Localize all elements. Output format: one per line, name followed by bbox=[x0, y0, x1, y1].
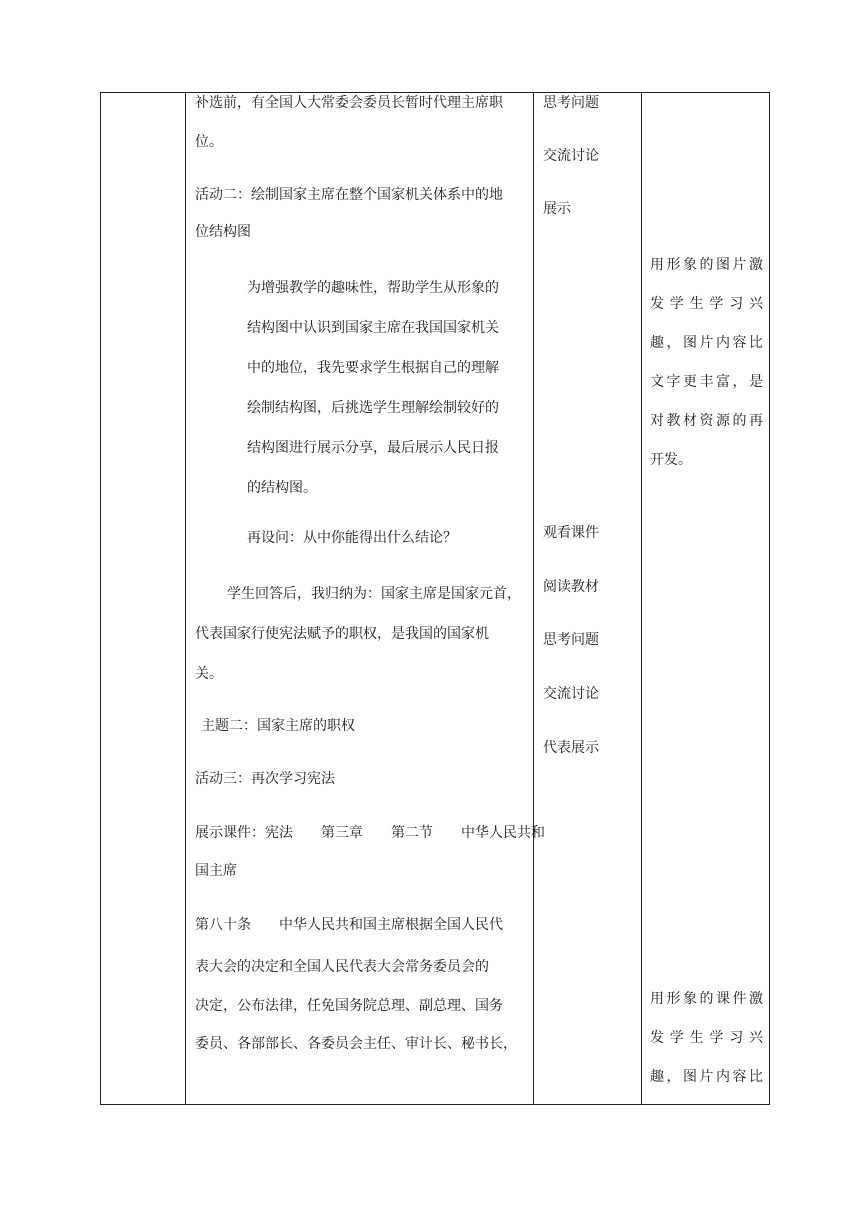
student-activity: 阅读教材 bbox=[543, 579, 599, 595]
courseware-line bbox=[195, 823, 545, 843]
article-line: 委员、各部部长、各委员会主任、审计长、秘书长， bbox=[195, 1036, 517, 1052]
content-line: 学生回答后，我归纳为：国家主席是国家元首， bbox=[227, 586, 521, 602]
design-note: 文字更丰富，是 bbox=[650, 374, 763, 390]
content-line: 位。 bbox=[195, 134, 223, 150]
courseware-part: 展示课件：宪法 bbox=[195, 825, 293, 841]
article-head: 第八十条 bbox=[195, 917, 251, 933]
content-line: 结构图进行展示分享，最后展示人民日报 bbox=[247, 440, 499, 456]
design-note: 用形象的课件激 bbox=[650, 991, 763, 1007]
column-divider-3 bbox=[641, 92, 642, 1105]
design-note: 用形象的图片激 bbox=[650, 257, 763, 273]
activity-heading: 活动二：绘制国家主席在整个国家机关体系中的地 bbox=[195, 187, 503, 203]
design-note: 趣，图片内容比 bbox=[650, 1069, 763, 1085]
column-divider-2 bbox=[533, 92, 534, 1105]
article-text: 中华人民共和国主席根据全国人民代 bbox=[279, 917, 503, 933]
design-note: 对教材资源的再 bbox=[650, 413, 763, 429]
courseware-part: 第三章 bbox=[321, 825, 363, 841]
content-line: 的结构图。 bbox=[247, 480, 317, 496]
activity-heading: 活动三：再次学习宪法 bbox=[195, 771, 335, 787]
content-line: 中的地位，我先要求学生根据自己的理解 bbox=[247, 360, 499, 376]
content-line: 绘制结构图，后挑选学生理解绘制较好的 bbox=[247, 400, 499, 416]
activity-heading-cont: 位结构图 bbox=[195, 224, 251, 240]
content-line: 代表国家行使宪法赋予的职权，是我国的国家机 bbox=[195, 626, 489, 642]
courseware-part: 和 bbox=[531, 825, 545, 841]
student-activity: 展示 bbox=[543, 201, 571, 217]
content-line: 结构图中认识到国家主席在我国国家机关 bbox=[247, 320, 499, 336]
student-activity: 观看课件 bbox=[543, 525, 599, 541]
design-note: 发学生学习兴 bbox=[650, 1030, 763, 1046]
courseware-line-cont: 国主席 bbox=[195, 863, 237, 879]
content-line: 关。 bbox=[195, 666, 223, 682]
student-activity: 思考问题 bbox=[543, 632, 599, 648]
student-activity: 交流讨论 bbox=[543, 148, 599, 164]
question-line: 再设问：从中你能得出什么结论？ bbox=[247, 530, 457, 546]
article-line bbox=[195, 915, 503, 935]
design-note: 发学生学习兴 bbox=[650, 296, 763, 312]
design-note: 趣，图片内容比 bbox=[650, 335, 763, 351]
column-divider-1 bbox=[185, 92, 186, 1105]
student-activity: 交流讨论 bbox=[543, 686, 599, 702]
content-line: 为增强教学的趣味性，帮助学生从形象的 bbox=[247, 280, 499, 296]
article-line: 决定，公布法律，任免国务院总理、副总理、国务 bbox=[195, 998, 503, 1014]
courseware-part: 中华人民共 bbox=[461, 825, 531, 841]
article-line: 表大会的决定和全国人民代表大会常务委员会的 bbox=[195, 959, 489, 975]
student-activity: 代表展示 bbox=[543, 740, 599, 756]
student-activity: 思考问题 bbox=[543, 95, 599, 111]
courseware-part: 第二节 bbox=[391, 825, 433, 841]
theme-heading: 主题二：国家主席的职权 bbox=[201, 718, 355, 734]
content-line: 补选前，有全国人大常委会委员长暂时代理主席职 bbox=[195, 95, 503, 111]
design-note: 开发。 bbox=[650, 452, 692, 468]
